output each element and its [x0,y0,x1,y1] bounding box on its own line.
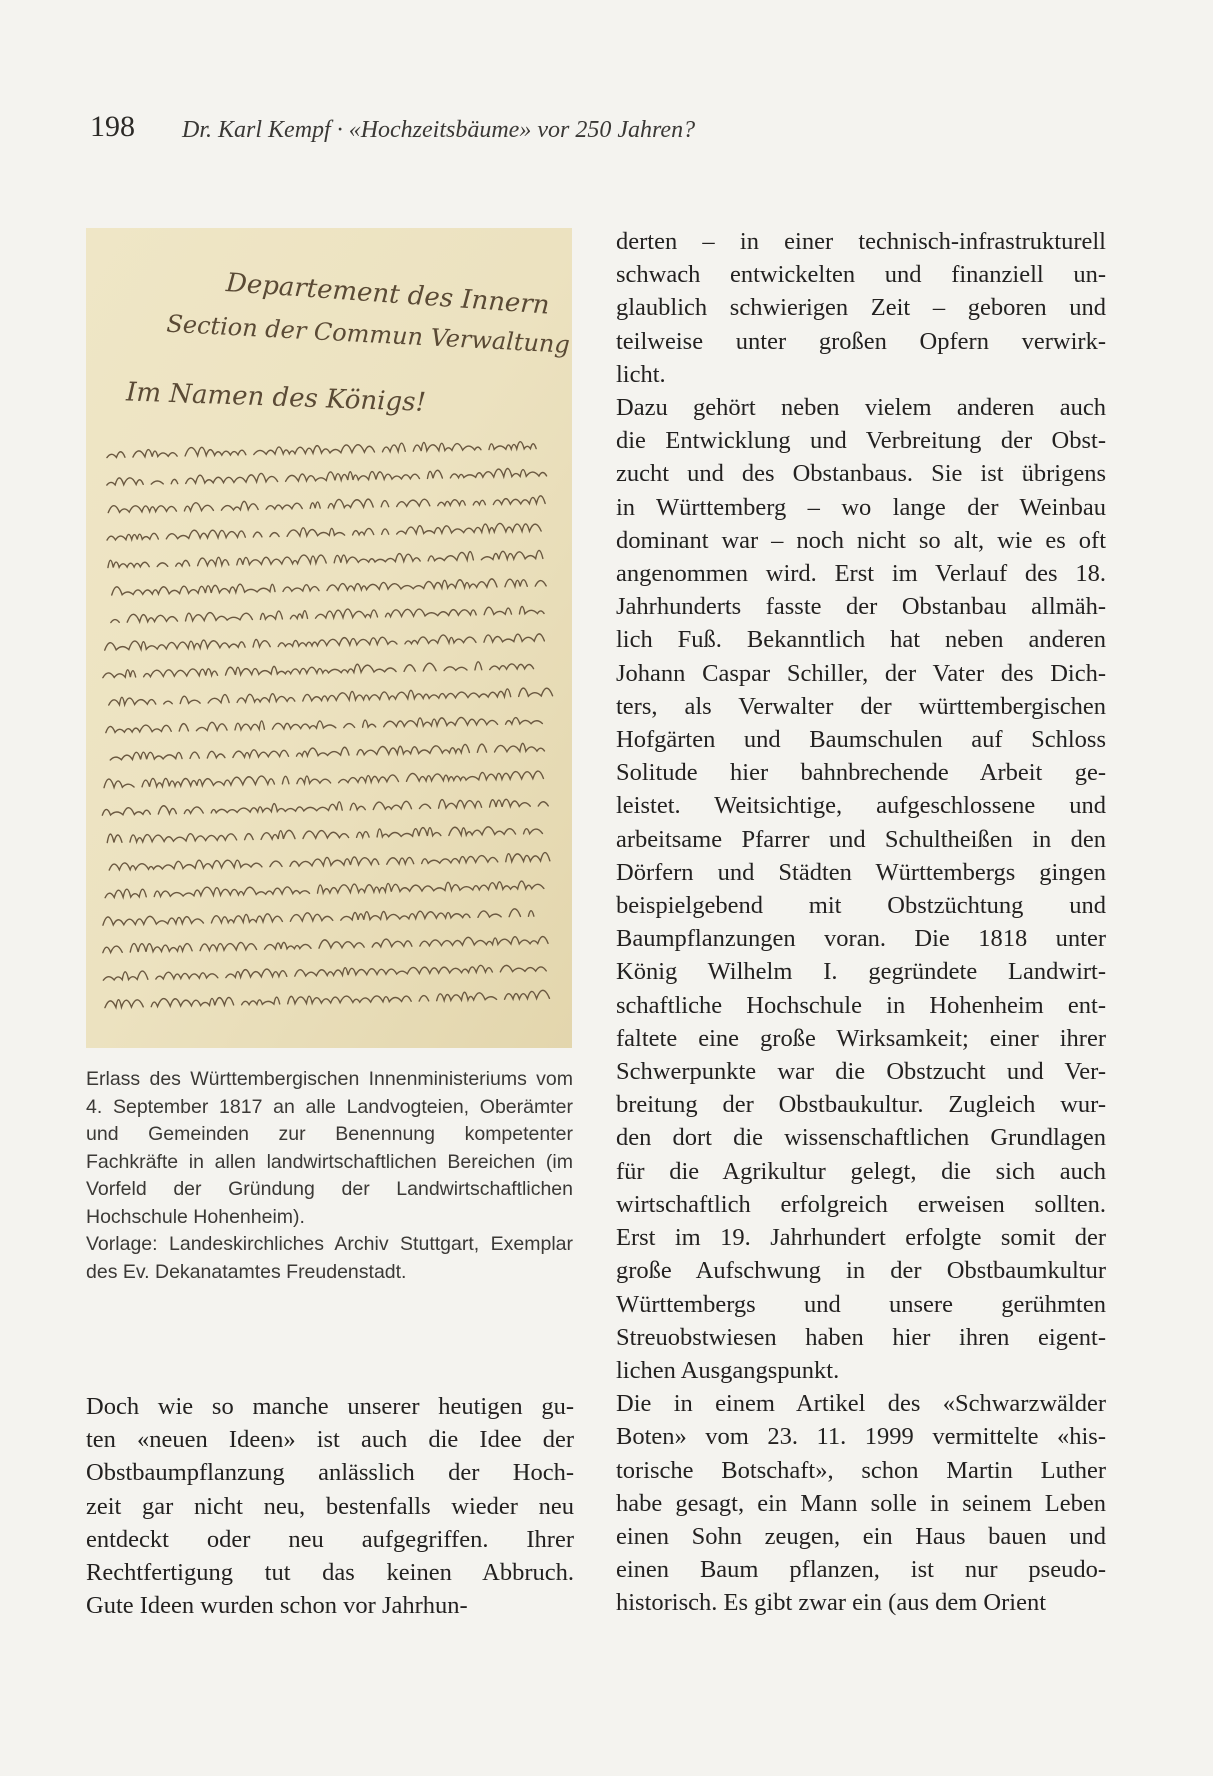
text-line: Hofgärten und Baumschulen auf Schloss [616,726,1106,754]
text-line: große Aufschwung in der Obstbaumkultur [616,1257,1106,1285]
text-line: Solitude hier bahnbrechende Arbeit ge- [616,759,1106,787]
manuscript-image [86,228,572,1048]
text-line: Boten» vom 23. 11. 1999 vermittelte «his- [616,1423,1106,1451]
text-line: ters, als Verwalter der württembergischen [616,692,1106,720]
text-line: lichen Ausgangspunkt. [616,1356,840,1384]
figure-caption [86,1066,573,1286]
text-line: Dazu gehört neben vielem anderen auch [616,394,1106,422]
text-line: glaublich schwierigen Zeit – geboren und [616,294,1106,322]
text-line: schaftliche Hochschule in Hohenheim ent- [616,991,1106,1019]
text-line: einen Baum pflanzen, ist nur pseudo- [616,1556,1106,1584]
manuscript-heading-3: Im Namen des Königs! [125,377,427,418]
text-line: teilweise unter großen Opfern verwirk- [616,327,1106,355]
text-line: historisch. Es gibt zwar ein (aus dem Orient [616,1589,1047,1617]
text-line: Baumpflanzungen voran. Die 1818 unter [616,925,1106,953]
text-line: derten – in einer technisch-infrastrukturell [616,228,1106,255]
right-column-text [616,225,1106,1620]
text-line: zeit gar nicht neu, bestenfalls wieder neu [86,1492,574,1520]
caption-text: Erlass des Württembergischen Innenministeriums vom 4. September 1817 an alle Landvogteien, Oberämter und Gemeinden zur Benennung kompetenter Fachkräfte in allen landwirtschaftlichen Bereichen (im Vorfeld der Gründung der Landwirtschaftlichen Hochschule Hohenheim). [86,1068,573,1228]
manuscript-figure [86,228,572,1048]
text-line: torische Botschaft», schon Martin Luther [616,1456,1106,1484]
text-line: faltete eine große Wirksamkeit; einer ihrer [616,1024,1106,1052]
text-line: Streuobstwiesen haben hier ihren eigent- [616,1323,1106,1351]
text-line: Johann Caspar Schiller, der Vater des Dich- [616,659,1106,687]
text-line: in Württemberg – wo lange der Weinbau [616,493,1106,521]
text-line: Dörfern und Städten Württembergs gingen [616,858,1106,886]
text-line: Die in einem Artikel des «Schwarzwälder [616,1390,1106,1418]
text-line: angenommen wird. Erst im Verlauf des 18. [616,560,1106,588]
text-line: dominant war – noch nicht so alt, wie es oft [616,526,1106,554]
text-line: licht. [616,360,666,388]
page-number: 198 [90,110,135,143]
text-line: Württembergs und unsere gerühmten [616,1290,1106,1318]
text-line: Schwerpunkte war die Obstzucht und Ver- [616,1058,1106,1086]
text-line: den dort die wissenschaftlichen Grundlagen [616,1124,1106,1152]
text-line: König Wilhelm I. gegründete Landwirt- [616,958,1106,986]
manuscript-heading-1: Departement des Innern [225,268,551,321]
text-line: arbeitsame Pfarrer und Schultheißen in den [616,825,1106,853]
left-column-text [86,1390,574,1622]
text-line: breitung der Obstbaukultur. Zugleich wur- [616,1091,1106,1119]
text-line: wirtschaftlich erfolgreich erweisen sollten. [616,1190,1106,1218]
text-line: Jahrhunderts fasste der Obstanbau allmäh- [616,593,1106,621]
text-line: beispielgebend mit Obstzüchtung und [616,892,1106,920]
text-line: lich Fuß. Bekanntlich hat neben anderen [616,626,1106,654]
caption-source: Vorlage: Landeskirchliches Archiv Stuttgart, Exemplar des Ev. Dekanatamtes Freudenstadt. [86,1233,573,1283]
running-head: Dr. Karl Kempf · «Hochzeitsbäume» vor 250 Jahren? [182,117,696,143]
text-line: Doch wie so manche unserer heutigen gu- [86,1393,574,1420]
text-line: ten «neuen Ideen» ist auch die Idee der [86,1426,574,1454]
text-line: einen Sohn zeugen, ein Haus bauen und [616,1522,1106,1550]
text-line: leistet. Weitsichtige, aufgeschlossene und [616,792,1106,820]
text-line: schwach entwickelten und finanziell un- [616,261,1106,289]
text-line: habe gesagt, ein Mann solle in seinem Leben [616,1489,1106,1517]
manuscript-heading-2: Section der Commun Verwaltung [165,309,571,359]
text-line: Rechtfertigung tut das keinen Abbruch. [86,1559,574,1587]
text-line: Obstbaumpflanzung anlässlich der Hoch- [86,1459,574,1487]
text-line: die Entwicklung und Verbreitung der Obst- [616,427,1106,455]
text-line: zucht und des Obstanbaus. Sie ist übrigens [616,460,1106,488]
text-line: Gute Ideen wurden schon vor Jahrhun- [86,1592,468,1620]
text-line: Erst im 19. Jahrhundert erfolgte somit der [616,1224,1106,1252]
text-line: entdeckt oder neu aufgegriffen. Ihrer [86,1525,574,1553]
text-line: für die Agrikultur gelegt, die sich auch [616,1157,1106,1185]
